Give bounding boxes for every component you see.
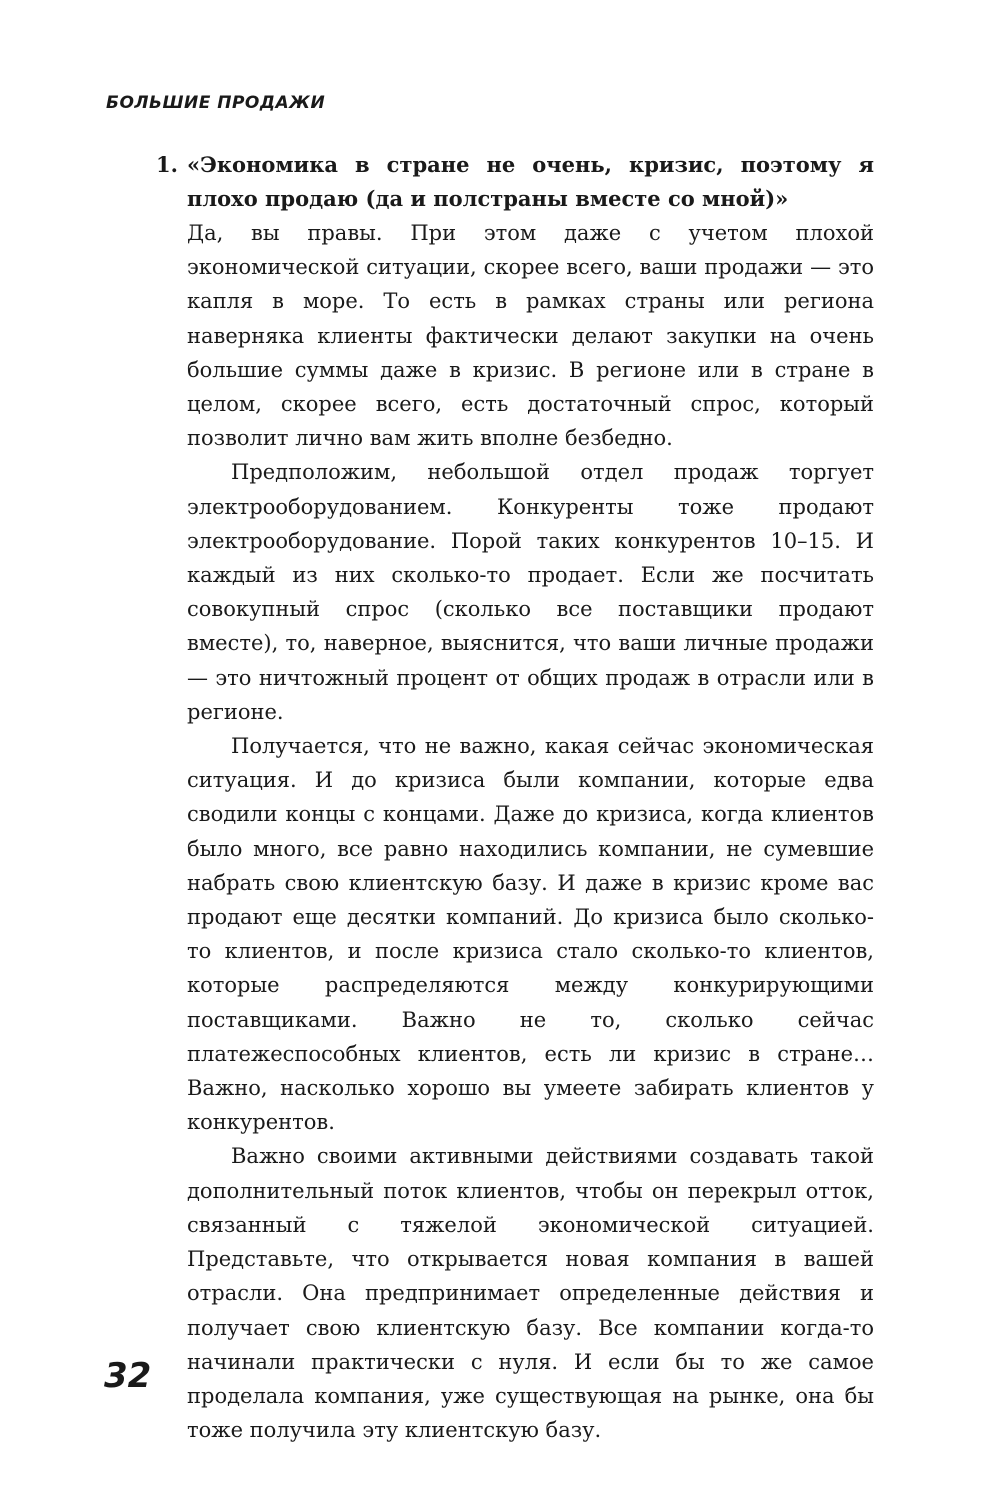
- list-item-heading-text: «Экономика в стране не очень, кризис, поэтому я плохо продаю (да и полстраны вместе со мной)»: [187, 152, 874, 211]
- list-item-number: 1.: [156, 152, 178, 177]
- page-content: [156, 148, 874, 1447]
- running-head: БОЛЬШИЕ ПРОДАЖИ: [106, 93, 326, 113]
- paragraph-3: Получается, что не важно, какая сейчас экономическая ситуация. И до кризиса были компании, которые едва сводили концы с концами. Даже до кризиса, когда клиентов было много, все равно находились компании, не сумевшие набрать свою клиентскую базу. И даже в кризис кроме вас продают еще десятки компаний. До кризиса было сколько-то клиентов, и после кризиса стало сколько-то клиентов, которые распределяются между конкурирующими поставщиками. Важно не то, сколько сейчас платежеспособных клиентов, есть ли кризис в стране… Важно, насколько хорошо вы умеете забирать клиентов у конкурентов.: [187, 734, 874, 1135]
- paragraph-4: Важно своими активными действиями создавать такой дополнительный поток клиентов, чтобы он перекрыл отток, связанный с тяжелой экономической ситуацией. Представьте, что открывается новая компания в вашей отрасли. Она предпринимает определенные действия и получает свою клиентскую базу. Все компании когда-то начинали практически с нуля. И если бы то же самое проделала компания, уже существующая на рынке, она бы тоже получила эту клиентскую базу.: [187, 1144, 874, 1443]
- paragraph-1: Да, вы правы. При этом даже с учетом плохой экономической ситуации, скорее всего, ваши продажи — это капля в море. То есть в рамках страны или региона наверняка клиенты фактически делают закупки на очень большие суммы даже в кризис. В регионе или в стране в целом, скорее всего, есть достаточный спрос, который позволит лично вам жить вполне безбедно.: [187, 221, 874, 451]
- paragraph-2: Предположим, небольшой отдел продаж торгует электрооборудованием. Конкуренты тоже продают электрооборудование. Порой таких конкурентов 10–15. И каждый из них сколько-то продает. Если же посчитать совокупный спрос (сколько все поставщики продают вместе), то, наверное, выяснится, что ваши личные продажи — это ничтожный процент от общих продаж в отрасли или в регионе.: [187, 460, 874, 724]
- page-number: 32: [104, 1356, 152, 1396]
- list-item-heading: [156, 148, 874, 216]
